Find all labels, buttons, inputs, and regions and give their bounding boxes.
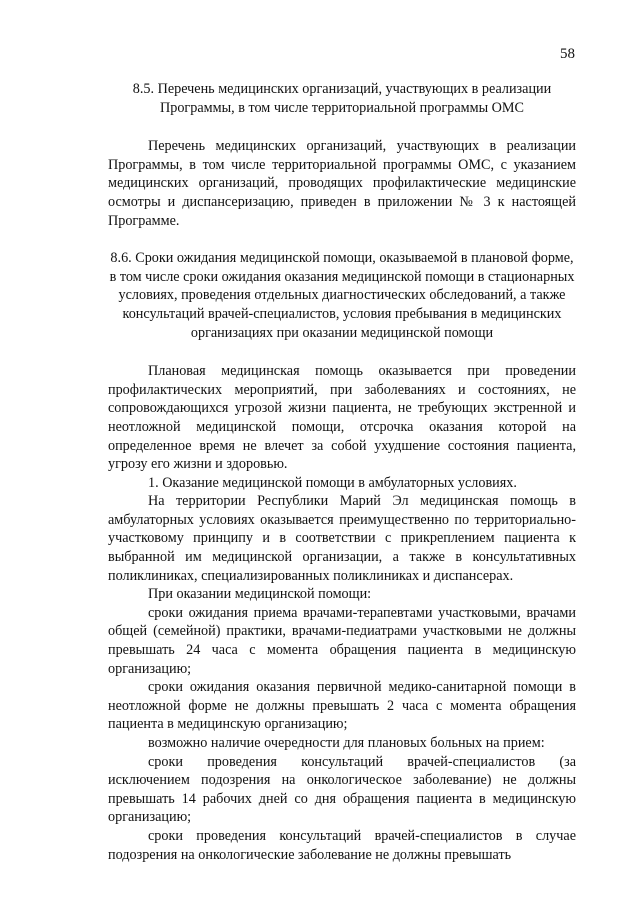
paragraph-queue: возможно наличие очередности для плановых больных на прием: [148, 735, 545, 751]
paragraph-planned-care: Плановая медицинская помощь оказывается при проведении профилактических мероприятий, при заболеваниях и состояниях, не сопровождающихся угрозой жизни пациента, не требующих экстренной и неотложной медицинской помощи, отсрочка оказания которой на определенное время не влечет за собой ухудшение состояния пациента, угрозу его жизни и здоровью. [108, 363, 576, 473]
page-number: 58 [560, 46, 575, 62]
paragraph-specialist-wait: сроки проведения консультаций врачей-специалистов (за исключением подозрения на онкологическое заболевание) не должны превышать 14 рабочих дней со дня обращения пациента в медицинскую организацию; [108, 753, 576, 826]
paragraph-outpatient-item: 1. Оказание медицинской помощи в амбулаторных условиях. [148, 474, 517, 491]
paragraph-territory: На территории Республики Марий Эл медицинская помощь в амбулаторных условиях оказывается преимущественно по территориально-участковому принципу и в соответствии с прикреплением пациента к выбранной им медицинской организации, а также в консультативных поликлиниках, специализированных поликлиниках и диспансерах. [108, 493, 576, 584]
section-8-6-heading: 8.6. Сроки ожидания медицинской помощи, оказываемой в плановой форме, в том числе сроки ожидания оказания медицинской помощи в стационарных условиях, проведения отдельных диагностических обследований, а также консультаций врачей-специалистов, условия пребывания в медицинских организациях при оказании медицинской помощи [109, 250, 575, 341]
paragraph-urgent-wait: сроки ожидания оказания первичной медико-санитарной помощи в неотложной форме не должны превышать 2 часа с момента обращения пациента в медицинскую организацию; [108, 679, 576, 733]
document-body [108, 80, 576, 864]
paragraph-oncology-wait: сроки проведения консультаций врачей-специалистов в случае подозрения на онкологические заболевание не должны превышать [108, 827, 576, 863]
paragraph-when-providing: При оказании медицинской помощи: [148, 586, 372, 603]
paragraph-therapist-wait: сроки ожидания приема врачами-терапевтами участковыми, врачами общей (семейной) практики, врачами-педиатрами участковыми не должны превышать 24 часа с момента обращения пациента в медицинскую организацию; [108, 604, 576, 677]
section-8-5-paragraph: Перечень медицинских организаций, участвующих в реализации Программы, в том числе территориальной программы ОМС, с указанием медицинских организаций, проводящих профилактические медицинские осмотры и диспансеризацию, приведен в приложении № 3 к настоящей Программе. [108, 138, 576, 229]
section-8-5-heading: 8.5. Перечень медицинских организаций, участвующих в реализации Программы, в том числе территориальной программы ОМС [132, 81, 552, 116]
